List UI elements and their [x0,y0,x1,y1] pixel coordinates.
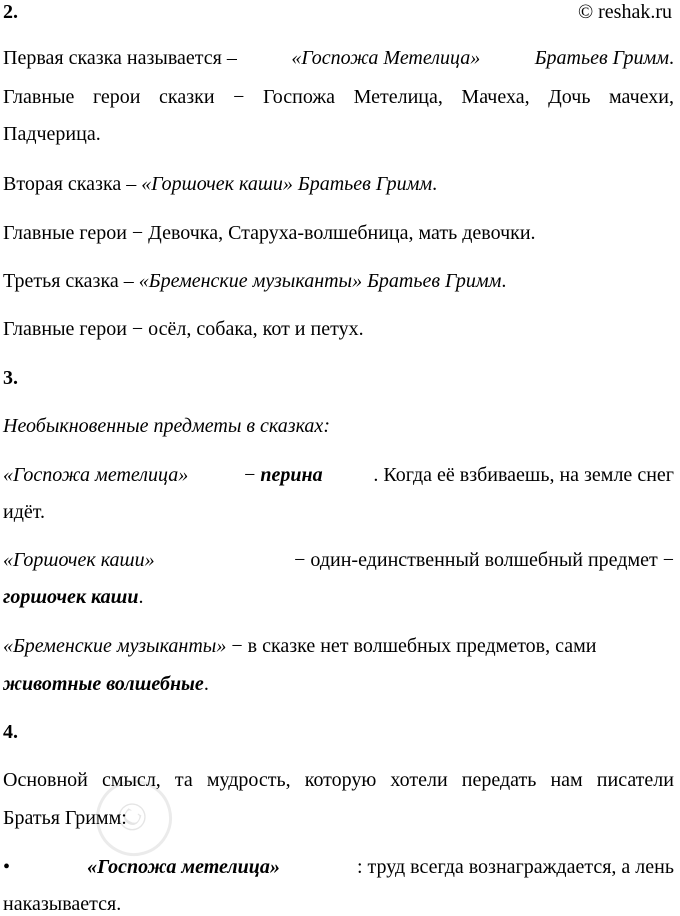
moral-metelitsa [3,855,674,879]
item-metelitsa-end: идёт. [3,501,45,523]
watermark: © [82,766,186,870]
item-bremen-object: животные волшебные. [3,673,209,695]
section-4-intro: Основной смысл, та мудрость, которую хотели передать нам писатели [3,769,674,791]
item-metelitsa [3,463,674,487]
copyright: © reshak.ru [577,1,672,23]
paragraph-second-tale: Вторая сказка – «Горшочек каши» Братьев Гримм. [3,173,438,195]
paragraph-third-tale: Третья сказка – «Бременские музыканты» Братьев Гримм. [3,270,507,292]
paragraph-first-tale-heroes: Главные герои сказки − Госпожа Метелица, Мачеха, Дочь мачехи, [3,86,674,108]
item-gorshochek-object: горшочек каши. [3,586,144,608]
paragraph-first-tale [3,46,674,70]
item-gorshochek-title: «Горшочек каши» [3,549,155,571]
item-gorshochek [3,548,674,572]
first-tale-author: Братьев Гримм. [534,47,674,69]
section-4-number: 4. [3,721,18,743]
moral-metelitsa-text: : труд всегда вознаграждается, а лень [356,856,674,878]
section-3-intro: Необыкновенные предметы в сказках: [3,415,330,437]
first-tale-title: «Госпожа Метелица» [291,47,481,69]
bullet: • [3,856,11,878]
section-2-number: 2. [3,1,18,23]
item-bremen: «Бременские музыканты» − в сказке нет волшебных предметов, сами [3,635,597,657]
first-tale-lead: Первая сказка называется – [3,47,237,69]
paragraph-second-tale-heroes: Главные герои − Девочка, Старуха-волшебница, мать девочки. [3,222,536,244]
item-metelitsa-desc: . Когда её взбиваешь, на земле снег [373,464,674,486]
paragraph-third-tale-heroes: Главные герои − осёл, собака, кот и петух. [3,318,364,340]
paragraph-first-tale-heroes-end: Падчерица. [3,123,101,145]
section-3-number: 3. [3,367,18,389]
item-metelitsa-object: − перина [239,464,323,486]
item-metelitsa-title: «Госпожа метелица» [3,464,189,486]
moral-metelitsa-end: наказывается. [3,893,122,915]
item-gorshochek-desc: − один-единственный волшебный предмет − [294,549,674,571]
section-4-intro-end: Братья Гримм: [3,807,127,829]
moral-metelitsa-title: «Госпожа метелица» [87,856,280,878]
